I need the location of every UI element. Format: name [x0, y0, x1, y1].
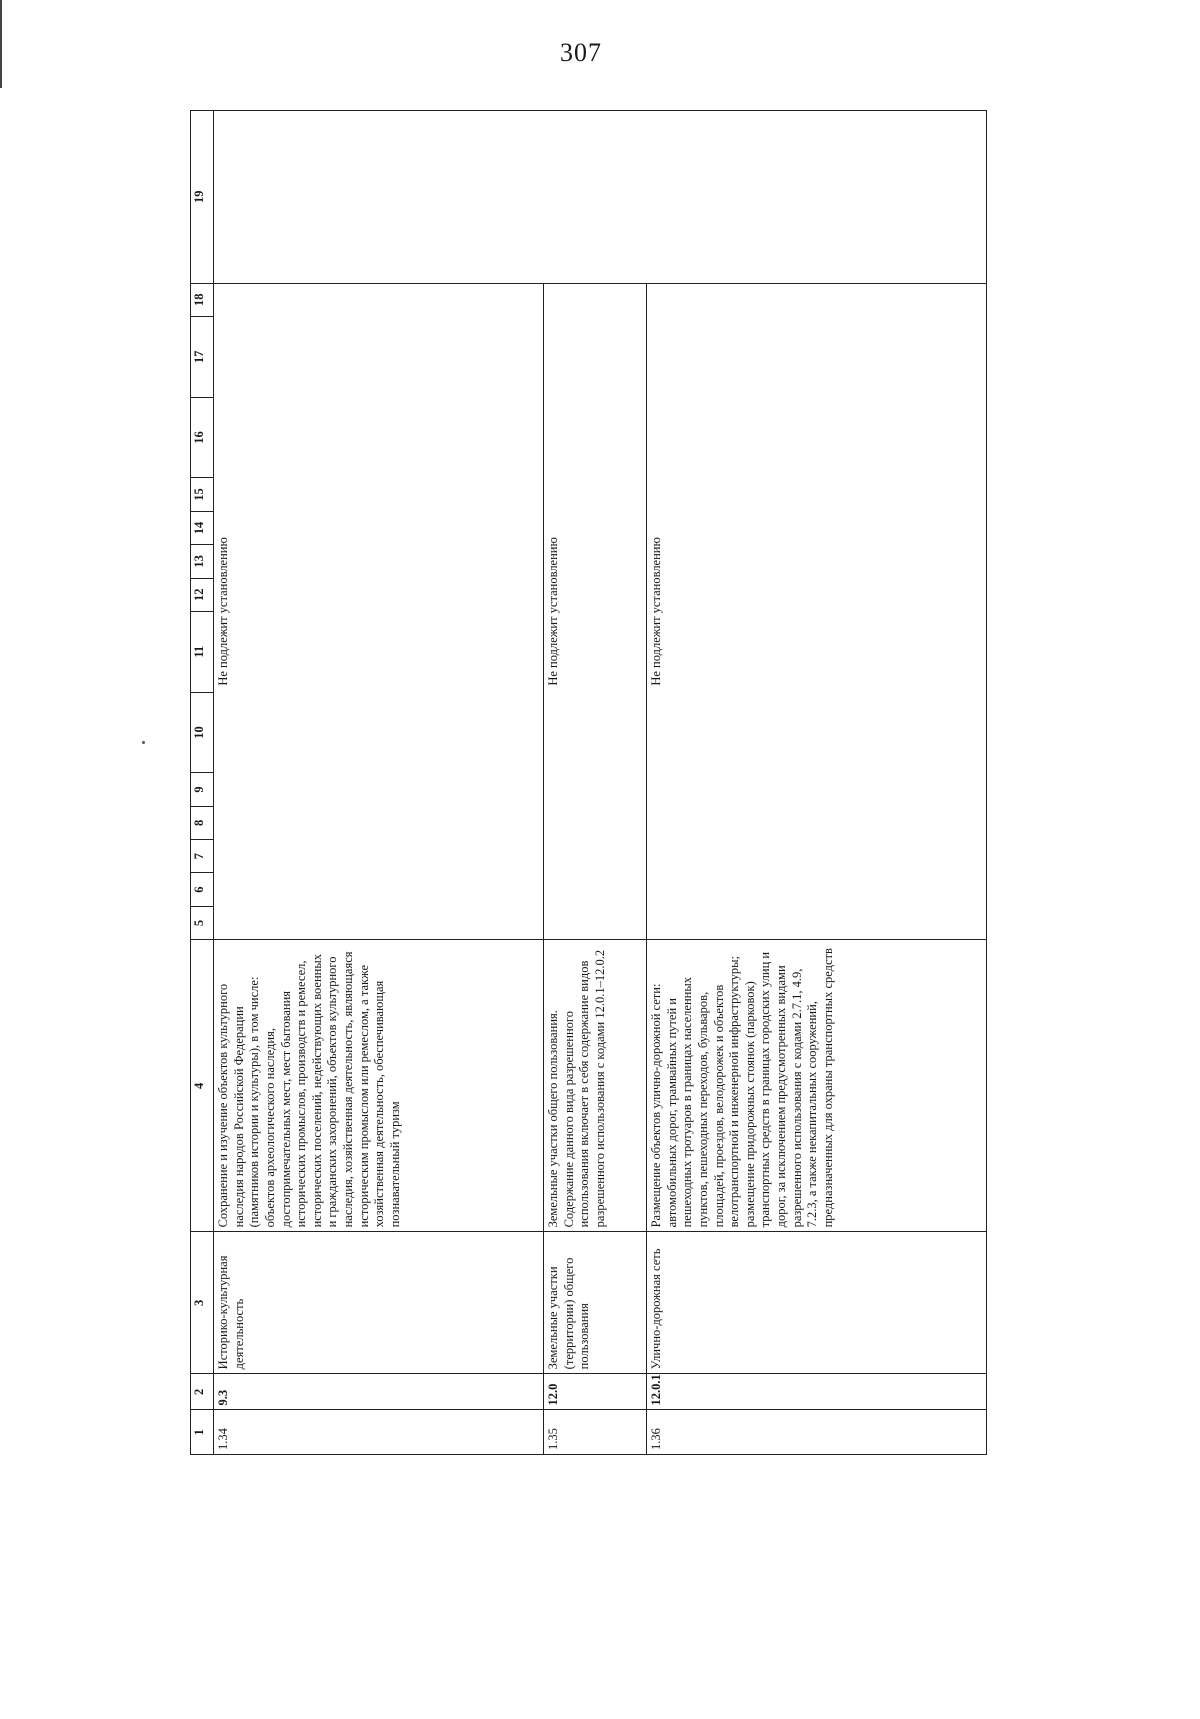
- parameters-cell: Не подлежит установлению: [647, 283, 987, 940]
- use-description: Земельные участки общего пользования. Содержание данного вида разрешенного использования включает в себя содержание видов разрешенного использования с кодами 12.0.1–12.0.2: [544, 940, 647, 1232]
- col-header: 14: [191, 511, 214, 544]
- page-number: 307: [560, 38, 602, 67]
- row-number: 1.35: [544, 1410, 647, 1455]
- col-header: 18: [191, 283, 214, 316]
- use-code: 9.3: [214, 1374, 544, 1410]
- column-number-row: [191, 111, 214, 1455]
- col-header: 1: [191, 1410, 214, 1455]
- use-description: Размещение объектов улично-дорожной сети: автомобильных дорог, трамвайных путей и пешеходных тротуаров в границах населенных пунктов, пешеходных переходов, бульваров, площадей, проездов, велодорожек и объектов велотранспортной и инженерной инфраструктуры; размещение придорожных стоянок (парковок) транспортных средств в границах городских улиц и дорог, за исключением предусмотренных видами разрешенного использования с кодами 2.7.1, 4.9, 7.2.3, а также некапитальных сооружений, предназначенных для охраны транспортных средств: [647, 940, 987, 1232]
- table-row: [544, 111, 647, 1455]
- table-row: [647, 111, 987, 1455]
- column-19-cell: [214, 111, 987, 284]
- row-number: 1.34: [214, 1410, 544, 1455]
- col-header: 4: [191, 940, 214, 1232]
- col-header: 19: [191, 111, 214, 284]
- col-header: 7: [191, 840, 214, 873]
- use-name: Земельные участки (территории) общего пользования: [544, 1232, 647, 1374]
- use-name: Улично-дорожная сеть: [647, 1232, 987, 1374]
- col-header: 12: [191, 578, 214, 611]
- col-header: 11: [191, 611, 214, 692]
- col-header: 13: [191, 545, 214, 578]
- parameters-cell: Не подлежит установлению: [544, 283, 647, 940]
- col-header: 16: [191, 397, 214, 478]
- scan-edge-mark: [0, 0, 2, 88]
- col-header: 9: [191, 773, 214, 806]
- use-code: 12.0: [544, 1374, 647, 1410]
- rotated-table-container: [190, 110, 1035, 1455]
- col-header: 17: [191, 316, 214, 397]
- col-header: 3: [191, 1232, 214, 1374]
- scan-speck: [142, 741, 145, 744]
- table-row: [214, 111, 544, 1455]
- use-code: 12.0.1: [647, 1374, 987, 1410]
- col-header: 8: [191, 806, 214, 839]
- col-header: 5: [191, 906, 214, 939]
- row-number: 1.36: [647, 1410, 987, 1455]
- col-header: 10: [191, 692, 214, 773]
- parameters-cell: Не подлежит установлению: [214, 283, 544, 940]
- col-header: 15: [191, 478, 214, 511]
- use-name: Историко-культурная деятельность: [214, 1232, 544, 1374]
- use-description: Сохранение и изучение объектов культурного наследия народов Российской Федерации (памятников истории и культуры), в том числе: объектов археологического наследия, достопримечательных мест, мест бытования исторических промыслов, производств и ремесел, исторических поселений, недействующих военных и гражданских захоронений, объектов культурного наследия, хозяйственная деятельность, являющаяся историческим промыслом или ремеслом, а также хозяйственная деятельность, обеспечивающая познавательный туризм: [214, 940, 544, 1232]
- land-use-table: [190, 110, 987, 1455]
- col-header: 2: [191, 1374, 214, 1410]
- col-header: 6: [191, 873, 214, 906]
